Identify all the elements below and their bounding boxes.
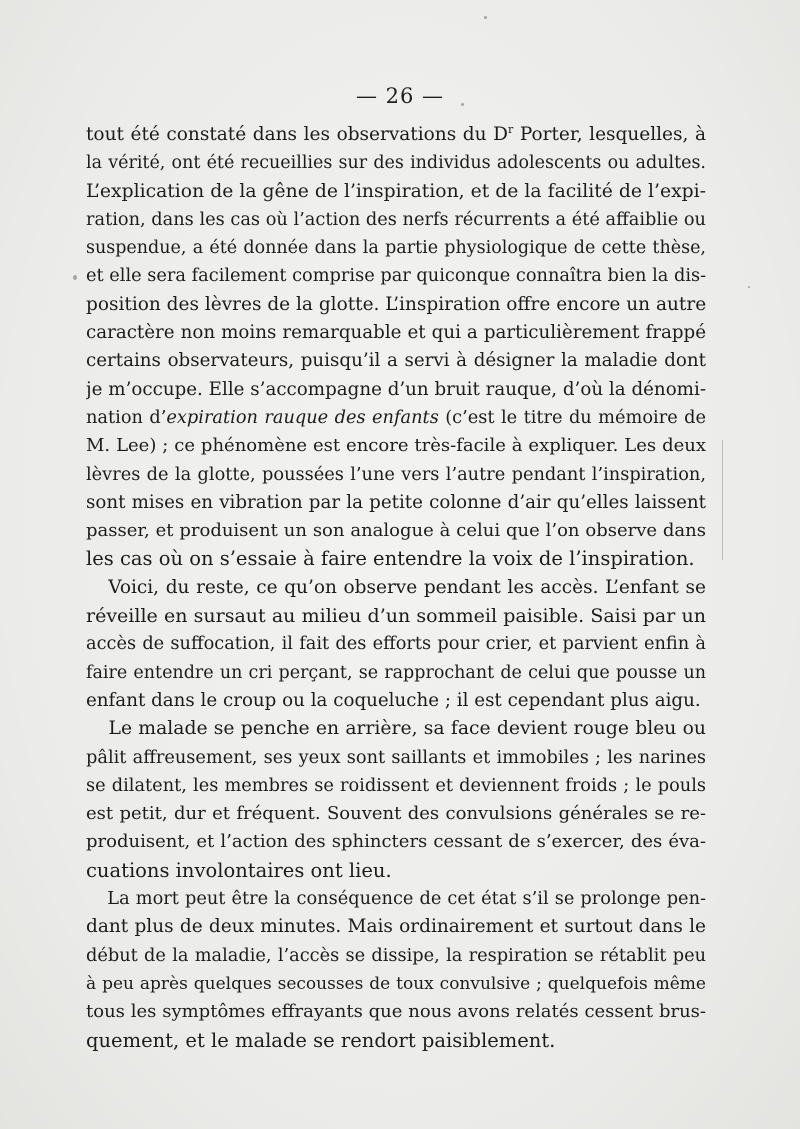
- text-line-content: enfant dans le croup ou la coqueluche ; il est cependant plus aigu.: [86, 689, 701, 711]
- text-line-content: je m’occupe. Elle s’accompagne d’un bruit rauque, d’où la dénomi-: [86, 378, 706, 400]
- text-line-content: dant plus de deux minutes. Mais ordinairement et surtout dans le: [86, 916, 706, 938]
- text-line: [86, 461, 706, 489]
- text-line-content: sont mises en vibration par la petite colonne d’air qu’elles laissent: [86, 491, 706, 513]
- text-line: [86, 149, 706, 177]
- text-line: [86, 178, 706, 206]
- paper-speck: [73, 275, 77, 280]
- text-line: [86, 517, 706, 545]
- text-line-content: L’explication de la gêne de l’inspiration, et de la facilité de l’expi-: [86, 180, 706, 202]
- text-line-content: cuations involontaires ont lieu.: [86, 858, 392, 882]
- text-line-content: se dilatent, les membres se roidissent et deviennent froids ; le pouls: [86, 775, 706, 796]
- text-line: [86, 970, 706, 998]
- text-line-content: La mort peut être la conséquence de cet état s’il se prolonge pen-: [107, 889, 706, 910]
- text-line: [86, 376, 706, 404]
- text-line: [86, 545, 706, 573]
- text-line-content: tout été constaté dans les observations du D: [86, 124, 508, 145]
- paper-speck: [484, 16, 487, 19]
- text-line: [86, 262, 706, 290]
- text-line: [86, 206, 706, 234]
- text-line-content: accès de suffocation, il fait des efforts pour crier, et parvient enfin à: [86, 634, 706, 655]
- text-line-content: réveille en sursaut au milieu d’un sommeil paisible. Saisi par un: [86, 605, 706, 628]
- text-line-content: les cas où on s’essaie à faire entendre la voix de l’inspiration.: [86, 547, 695, 571]
- text-line-content: et elle sera facilement comprise par quiconque connaîtra bien la dis-: [86, 266, 706, 287]
- text-line: [86, 744, 706, 772]
- text-line-content: Voici, du reste, ce qu’on observe pendant les accès. L’enfant se: [108, 576, 706, 598]
- text-line: [86, 687, 706, 715]
- text-line: [86, 715, 706, 743]
- text-line: [86, 404, 706, 432]
- text-line: [86, 772, 706, 800]
- text-line: [86, 319, 706, 347]
- text-line-content: nation d’: [86, 407, 167, 428]
- body-text: [86, 121, 706, 1055]
- text-line-tail: (c’est le titre du mémoire de: [438, 407, 706, 428]
- text-line: [86, 432, 706, 460]
- text-line-content: M. Lee) ; ce phénomène est encore très-facile à expliquer. Les deux: [86, 435, 706, 457]
- paper-speck: [748, 286, 750, 288]
- text-line: [86, 885, 706, 913]
- text-line: [86, 998, 706, 1026]
- text-line-content: la vérité, ont été recueillies sur des individus adolescents ou adultes.: [86, 153, 706, 174]
- text-line: [86, 602, 706, 630]
- text-line: [86, 291, 706, 319]
- text-line-content: quement, et le malade se rendort paisiblement.: [86, 1028, 556, 1052]
- superscript: r: [507, 123, 514, 136]
- text-line: [86, 574, 706, 602]
- text-line: [86, 857, 706, 885]
- text-line-content: début de la maladie, l’accès se dissipe, la respiration se rétablit peu: [86, 945, 706, 966]
- text-line-content: position des lèvres de la glotte. L’inspiration offre encore un autre: [86, 293, 706, 315]
- text-line-content: pâlit affreusement, ses yeux sont saillants et immobiles ; les narines: [86, 747, 706, 768]
- page-number: — 26 —: [355, 84, 445, 108]
- text-line: [86, 828, 706, 856]
- text-line-content: est petit, dur et fréquent. Souvent des convulsions générales se re-: [86, 803, 706, 825]
- text-line-content: produisent, et l’action des sphincters cessant de s’exercer, des éva-: [86, 831, 706, 853]
- text-line: [86, 121, 706, 149]
- text-line: [86, 489, 706, 517]
- text-line: [86, 942, 706, 970]
- text-line: [86, 347, 706, 375]
- italic-title: expiration rauque des enfants: [166, 407, 439, 428]
- text-line-content: Le malade se penche en arrière, sa face devient rouge bleu ou: [108, 718, 706, 740]
- text-line: [86, 1027, 706, 1055]
- text-line-content: suspendue, a été donnée dans la partie physiologique de cette thèse,: [86, 238, 706, 259]
- text-line-content: lèvres de la glotte, poussées l’une vers l’autre pendant l’inspiration,: [86, 464, 706, 485]
- text-line: [86, 659, 706, 687]
- paper-speck: [461, 103, 464, 106]
- text-line-tail: Porter, lesquelles, à: [513, 124, 706, 145]
- text-line-content: faire entendre un cri perçant, se rapprochant de celui que pousse un: [86, 662, 706, 683]
- text-line: [86, 913, 706, 941]
- text-line: [86, 800, 706, 828]
- margin-mark: [722, 440, 723, 560]
- text-line: [86, 630, 706, 658]
- text-line-content: ration, dans les cas où l’action des nerfs récurrents a été affaiblie ou: [86, 209, 706, 230]
- text-line-content: tous les symptômes effrayants que nous avons relatés cessent brus-: [86, 1001, 706, 1023]
- text-line-content: caractère non moins remarquable et qui a particulièrement frappé: [86, 322, 706, 344]
- text-line-content: à peu après quelques secousses de toux convulsive ; quelquefois même: [86, 973, 706, 994]
- text-line-content: certains observateurs, puisqu’il a servi à désigner la maladie dont: [86, 350, 706, 372]
- text-line: [86, 234, 706, 262]
- text-line-content: passer, et produisent un son analogue à celui que l’on observe dans: [86, 520, 706, 542]
